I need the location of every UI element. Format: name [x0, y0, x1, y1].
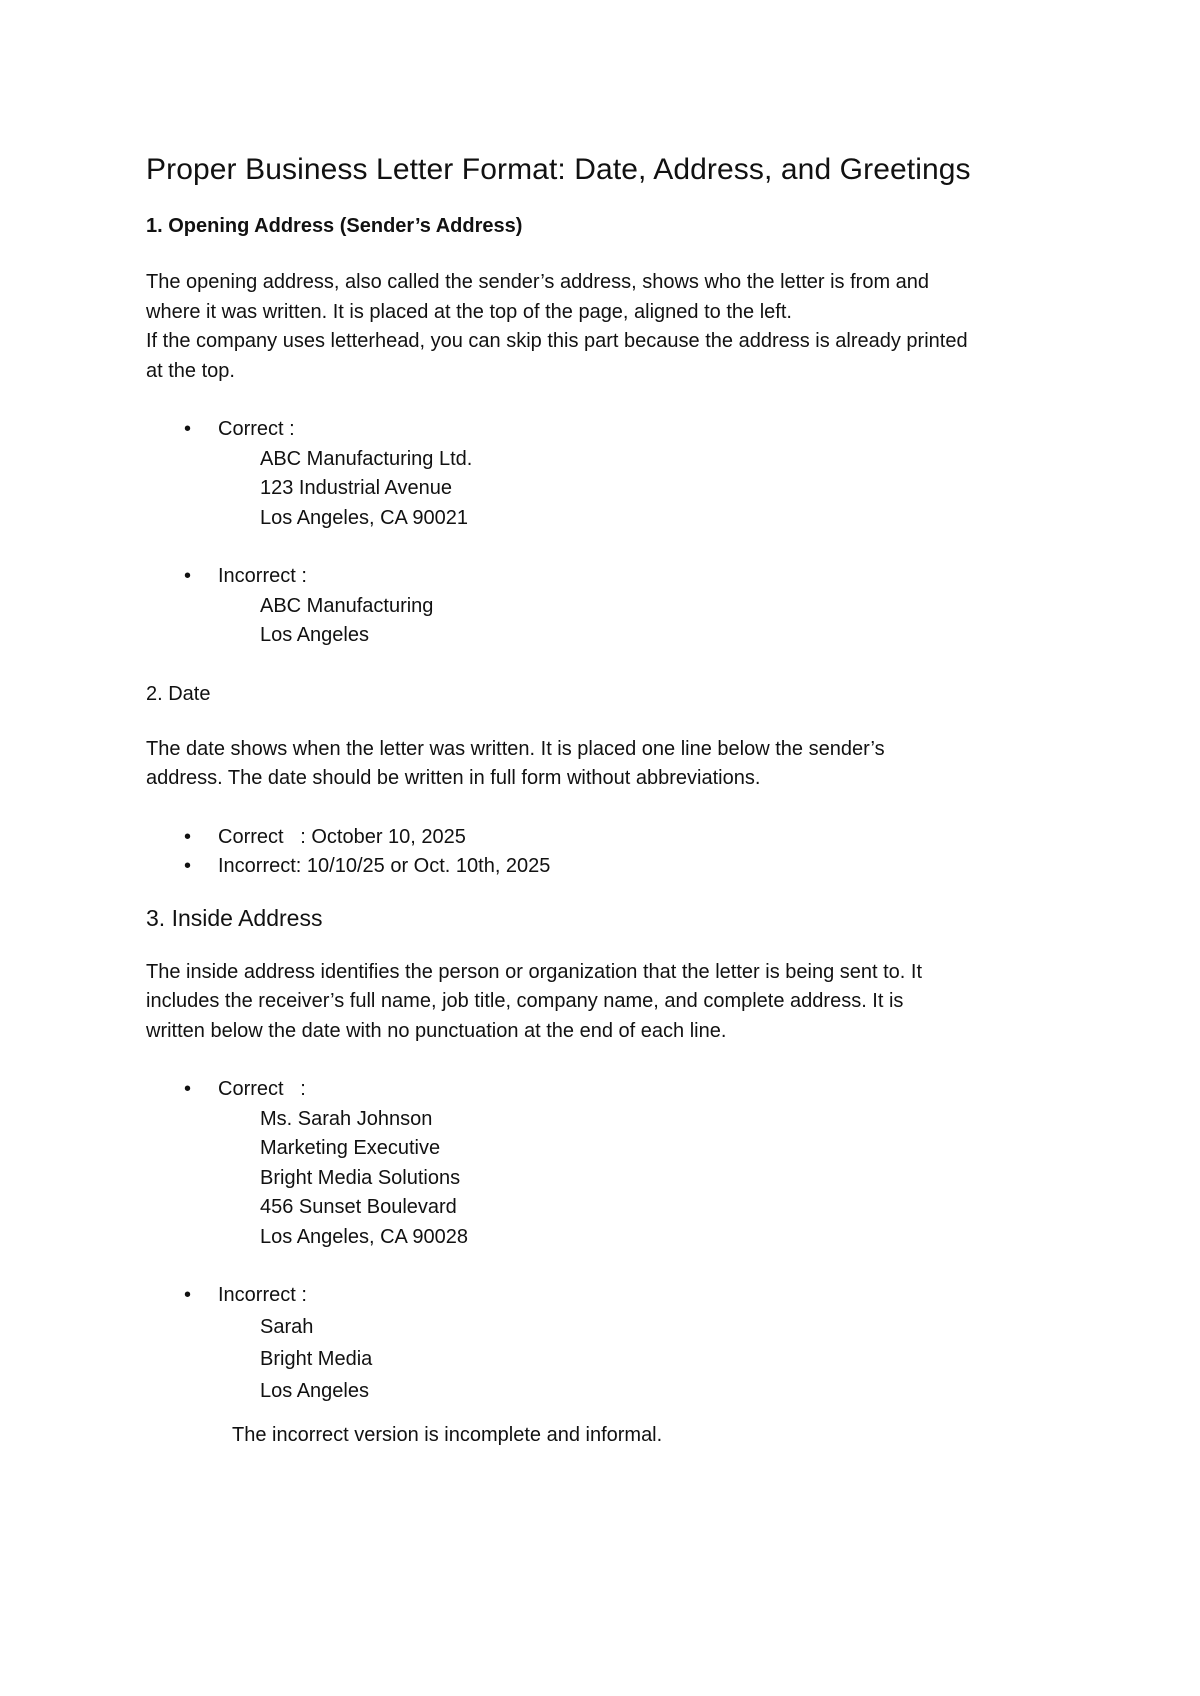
address-line: Los Angeles, CA 90021 — [260, 506, 468, 529]
document-content — [146, 150, 1086, 1450]
example-address — [218, 445, 1086, 534]
address-line: ABC Manufacturing Ltd. — [260, 447, 473, 470]
list-item-incorrect — [146, 1281, 1086, 1407]
paragraph-line: The date shows when the letter was written. It is placed one line below the sender’s — [146, 737, 885, 760]
bullet-label: Correct : — [218, 1078, 306, 1100]
bullet-list-sender-incorrect — [146, 562, 1086, 651]
paragraph-opening-address — [146, 268, 1086, 386]
bullet-icon: • — [184, 1284, 192, 1306]
bullet-text: Incorrect: 10/10/25 or Oct. 10th, 2025 — [218, 855, 551, 877]
section-heading-opening-address: 1. Opening Address (Sender’s Address) — [146, 215, 523, 237]
address-line: Los Angeles — [260, 624, 369, 646]
list-item-correct — [146, 1075, 1086, 1252]
paragraph-line: If the company uses letterhead, you can skip this part because the address is already printed — [146, 330, 968, 352]
list-item-correct — [146, 415, 1086, 533]
bullet-list-sender-correct — [146, 415, 1086, 533]
list-item-incorrect — [146, 562, 1086, 651]
paragraph-line: at the top. — [146, 359, 235, 382]
paragraph-line: written below the date with no punctuation at the end of each line. — [146, 1019, 727, 1042]
list-item-incorrect — [146, 852, 1086, 882]
paragraph-line: The opening address, also called the sender’s address, shows who the letter is from and — [146, 271, 930, 293]
page-title: Proper Business Letter Format: Date, Address, and Greetings — [146, 153, 971, 186]
address-line: Los Angeles, CA 90028 — [260, 1225, 468, 1248]
address-line: Bright Media Solutions — [260, 1166, 461, 1189]
bullet-list-date — [146, 823, 1086, 882]
address-line: 123 Industrial Avenue — [260, 477, 453, 499]
bullet-list-inside-incorrect — [146, 1281, 1086, 1407]
bullet-list-inside-correct — [146, 1075, 1086, 1252]
bullet-icon: • — [184, 825, 192, 848]
bullet-icon: • — [184, 1078, 192, 1100]
paragraph-line: The inside address identifies the person or organization that the letter is being sent to. It — [146, 960, 923, 983]
bullet-icon: • — [184, 565, 192, 587]
closing-note: The incorrect version is incomplete and informal. — [232, 1423, 663, 1446]
address-line: Marketing Executive — [260, 1137, 441, 1159]
bullet-icon: • — [184, 855, 192, 877]
paragraph-line: includes the receiver’s full name, job title, company name, and complete address. It is — [146, 990, 904, 1012]
bullet-label: Incorrect : — [218, 1284, 307, 1306]
paragraph-line: where it was written. It is placed at the top of the page, aligned to the left. — [146, 300, 792, 323]
bullet-text: Correct : October 10, 2025 — [218, 825, 466, 848]
address-line: Bright Media — [260, 1347, 373, 1370]
address-line: Ms. Sarah Johnson — [260, 1107, 433, 1130]
paragraph-line: address. The date should be written in full form without abbreviations. — [146, 767, 761, 789]
bullet-label: Incorrect : — [218, 565, 307, 587]
address-line: Sarah — [260, 1315, 314, 1338]
address-line: ABC Manufacturing — [260, 594, 434, 617]
paragraph-inside-address — [146, 958, 1086, 1047]
paragraph-date — [146, 735, 1086, 794]
list-item-correct — [146, 823, 1086, 853]
example-address — [218, 592, 1086, 651]
bullet-icon: • — [184, 418, 192, 440]
address-line: Los Angeles — [260, 1379, 369, 1402]
example-address — [218, 1311, 1086, 1407]
section-heading-inside-address: 3. Inside Address — [146, 904, 323, 931]
example-address — [218, 1105, 1086, 1253]
bullet-label: Correct : — [218, 418, 295, 440]
section-heading-date: 2. Date — [146, 682, 211, 705]
address-line: 456 Sunset Boulevard — [260, 1196, 457, 1218]
